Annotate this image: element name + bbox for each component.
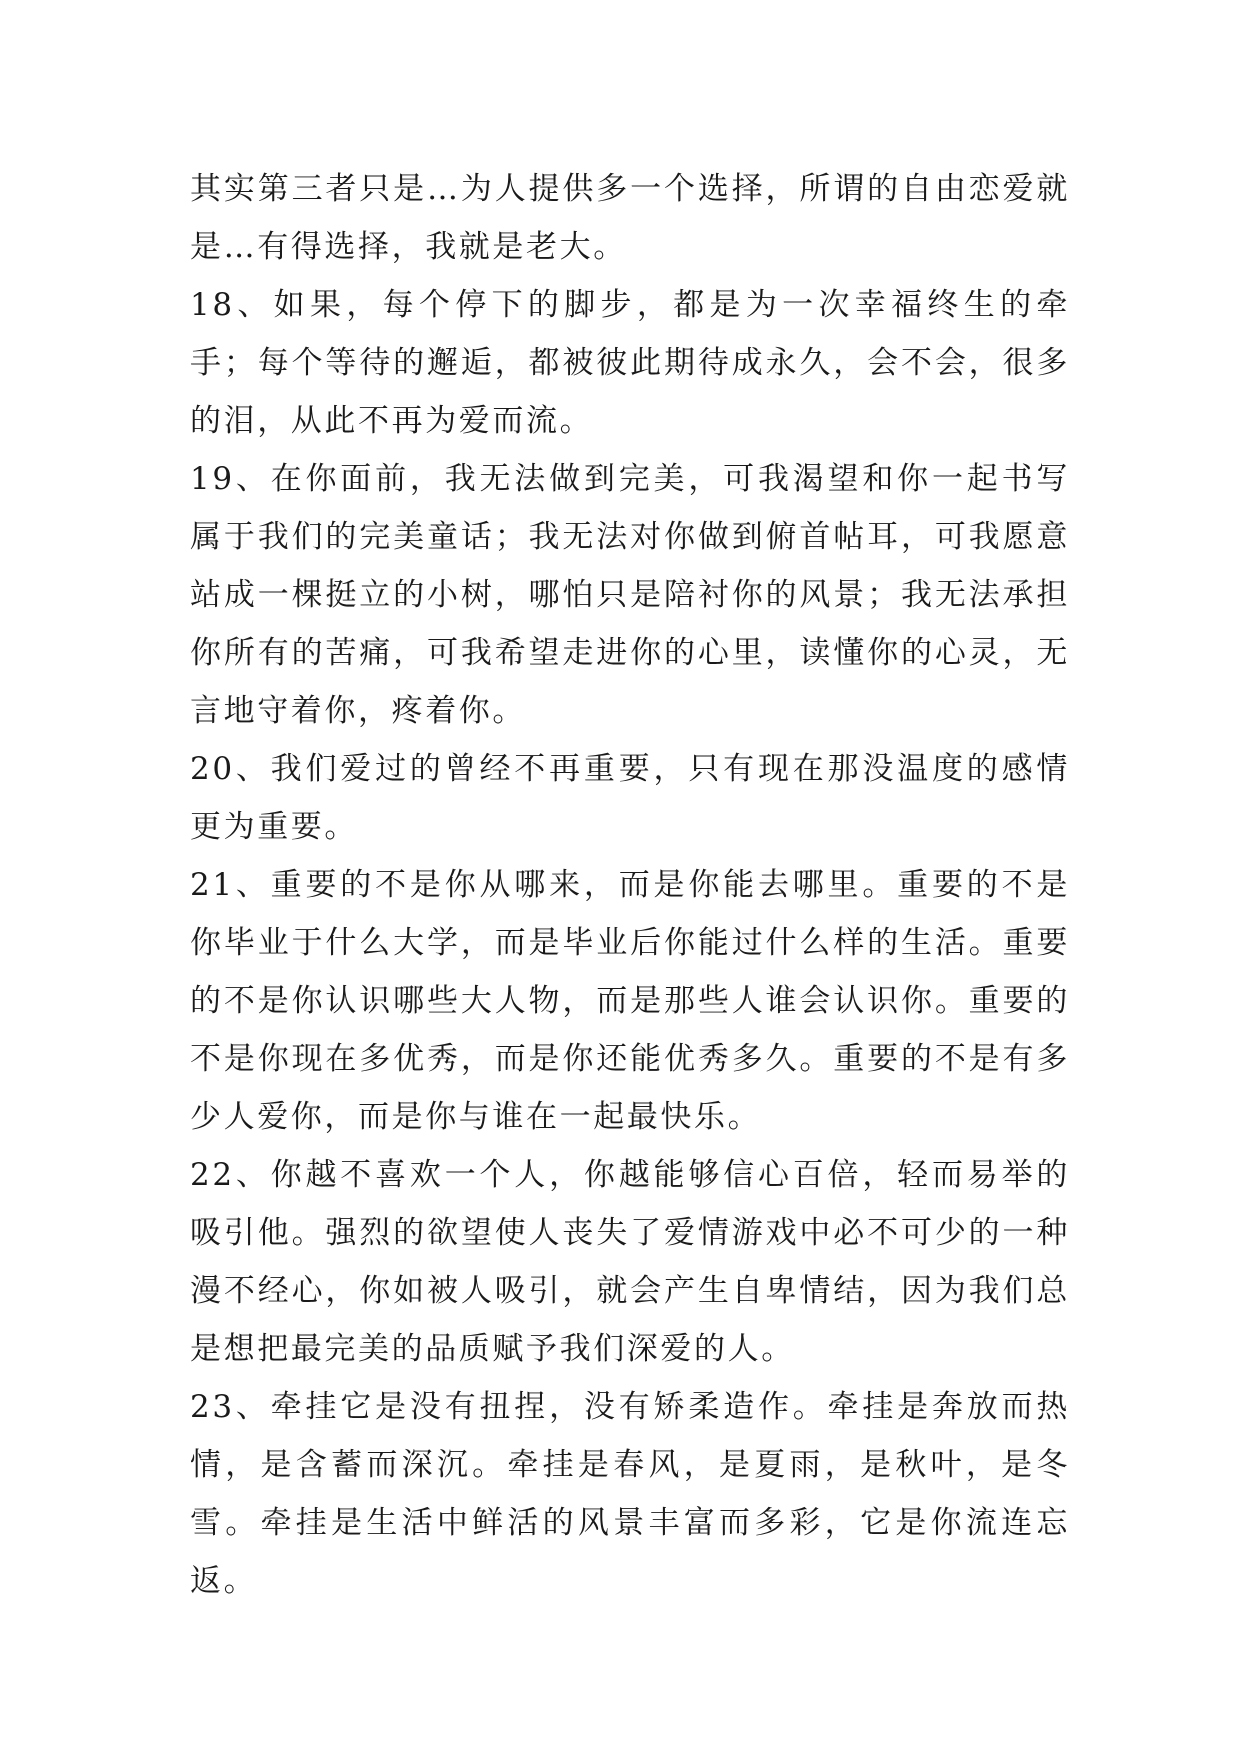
- paragraph-22: 22、你越不喜欢一个人，你越能够信心百倍，轻而易举的吸引他。强烈的欲望使人丧失了爱情游戏中必不可少的一种漫不经心，你如被人吸引，就会产生自卑情结，因为我们总是想把最完美的品质赋予我们深爱的人。: [190, 1157, 1070, 1367]
- paragraph-21: 21、重要的不是你从哪来，而是你能去哪里。重要的不是你毕业于什么大学，而是毕业后你能过什么样的生活。重要的不是你认识哪些大人物，而是那些人谁会认识你。重要的不是你现在多优秀，而是你还能优秀多久。重要的不是有多少人爱你，而是你与谁在一起最快乐。: [190, 867, 1070, 1135]
- paragraph-23: 23、牵挂它是没有扭捏，没有矫柔造作。牵挂是奔放而热情，是含蓄而深沉。牵挂是春风，是夏雨，是秋叶，是冬雪。牵挂是生活中鲜活的风景丰富而多彩，它是你流连忘返。: [190, 1389, 1070, 1599]
- paragraph-18: 18、如果，每个停下的脚步，都是为一次幸福终生的牵手；每个等待的邂逅，都被彼此期待成永久，会不会，很多的泪，从此不再为爱而流。: [190, 287, 1070, 439]
- paragraph-19: 19、在你面前，我无法做到完美，可我渴望和你一起书写属于我们的完美童话；我无法对你做到俯首帖耳，可我愿意站成一棵挺立的小树，哪怕只是陪衬你的风景；我无法承担你所有的苦痛，可我希望走进你的心里，读懂你的心灵，无言地守着你，疼着你。: [190, 461, 1070, 729]
- paragraph-20: 20、我们爱过的曾经不再重要，只有现在那没温度的感情更为重要。: [190, 751, 1070, 845]
- paragraph-continuation: 其实第三者只是…为人提供多一个选择，所谓的自由恋爱就是…有得选择，我就是老大。: [190, 171, 1070, 265]
- document-body: [190, 160, 1070, 1610]
